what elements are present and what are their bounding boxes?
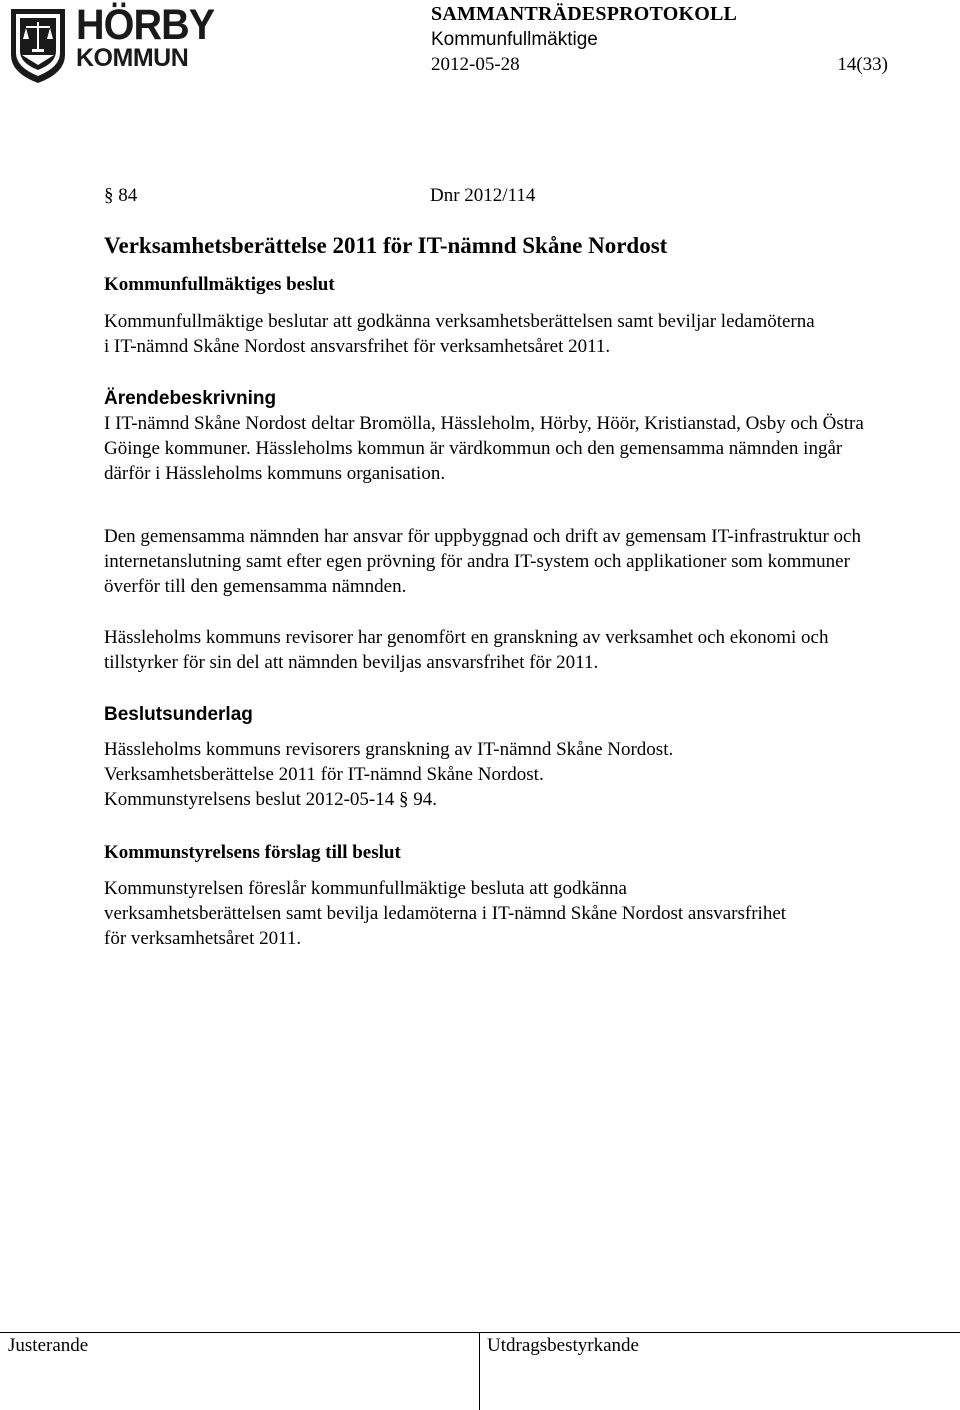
decision-text: Kommunfullmäktige beslutar att godkänna verksamhetsberättelsen samt beviljar ledamöterna i IT-nämnd Skåne Nordost ansvarsfrihet för verksamhetsåret 2011. <box>104 311 815 357</box>
footer-utdragsbestyrkande: Utdragsbestyrkande <box>487 1335 639 1356</box>
document-type: SAMMANTRÄDESPROTOKOLL <box>431 3 738 25</box>
description-paragraph-1 <box>104 411 864 486</box>
proposal-heading: Kommunstyrelsens förslag till beslut <box>104 842 401 863</box>
description-paragraph-1b: Hässleholms kommun är värdkommun och den gemensamma nämnden ingår därför i Hässleholms kommuns organisation. <box>104 438 843 484</box>
section-number: § 84 <box>104 185 138 206</box>
basis-item: Hässleholms kommuns revisorers granskning av IT-nämnd Skåne Nordost. <box>104 739 674 760</box>
basis-heading: Beslutsunderlag <box>104 704 253 725</box>
page-title: Verksamhetsberättelse 2011 för IT-nämnd Skåne Nordost <box>104 233 668 258</box>
description-paragraph-1a: I IT-nämnd Skåne Nordost deltar Bromölla, Hässleholm, Hörby, Höör, Kristianstad, Osby och Östra Göinge kommuner. <box>104 413 864 459</box>
decision-section <box>104 272 894 359</box>
document-date: 2012-05-28 <box>431 54 520 75</box>
description-paragraph-3: Hässleholms kommuns revisorer har genomfört en granskning av verksamhet och ekonomi och tillstyrker för sin del att nämnden beviljas ansvarsfrihet för 2011. <box>104 627 829 673</box>
footer-justerande: Justerande <box>8 1335 89 1356</box>
document-body: Kommunfullmäktige <box>431 29 598 50</box>
description-section <box>104 386 894 675</box>
proposal-section <box>104 840 894 951</box>
logo-wordmark <box>76 1 226 72</box>
logo-name: HÖRBY <box>76 1 215 49</box>
municipality-crest-icon <box>8 5 68 85</box>
decision-heading: Kommunfullmäktiges beslut <box>104 274 335 295</box>
proposal-text: Kommunstyrelsen föreslår kommunfullmäktige besluta att godkänna verksamhetsberättelsen samt bevilja ledamöterna i IT-nämnd Skåne Nordost ansvarsfrihet för verksamhetsåret 2011. <box>104 878 787 949</box>
basis-item: Verksamhetsberättelse 2011 för IT-nämnd Skåne Nordost. <box>104 764 544 785</box>
basis-list <box>104 737 894 812</box>
basis-section <box>104 702 894 812</box>
diary-number: Dnr 2012/114 <box>430 185 536 206</box>
footer-divider-horizontal <box>0 1332 960 1333</box>
description-heading: Ärendebeskrivning <box>104 388 277 409</box>
footer-divider-vertical <box>479 1332 480 1410</box>
description-paragraph-2: Den gemensamma nämnden har ansvar för uppbyggnad och drift av gemensam IT-infrastruktur och internetanslutning samt efter egen prövning för andra IT-system och applikationer som kommuner överför till den gemensamma nämnden. <box>104 526 861 597</box>
logo-sub: KOMMUN <box>76 44 189 72</box>
basis-item: Kommunstyrelsens beslut 2012-05-14 § 94. <box>104 789 438 810</box>
page-number: 14(33) <box>837 54 888 75</box>
